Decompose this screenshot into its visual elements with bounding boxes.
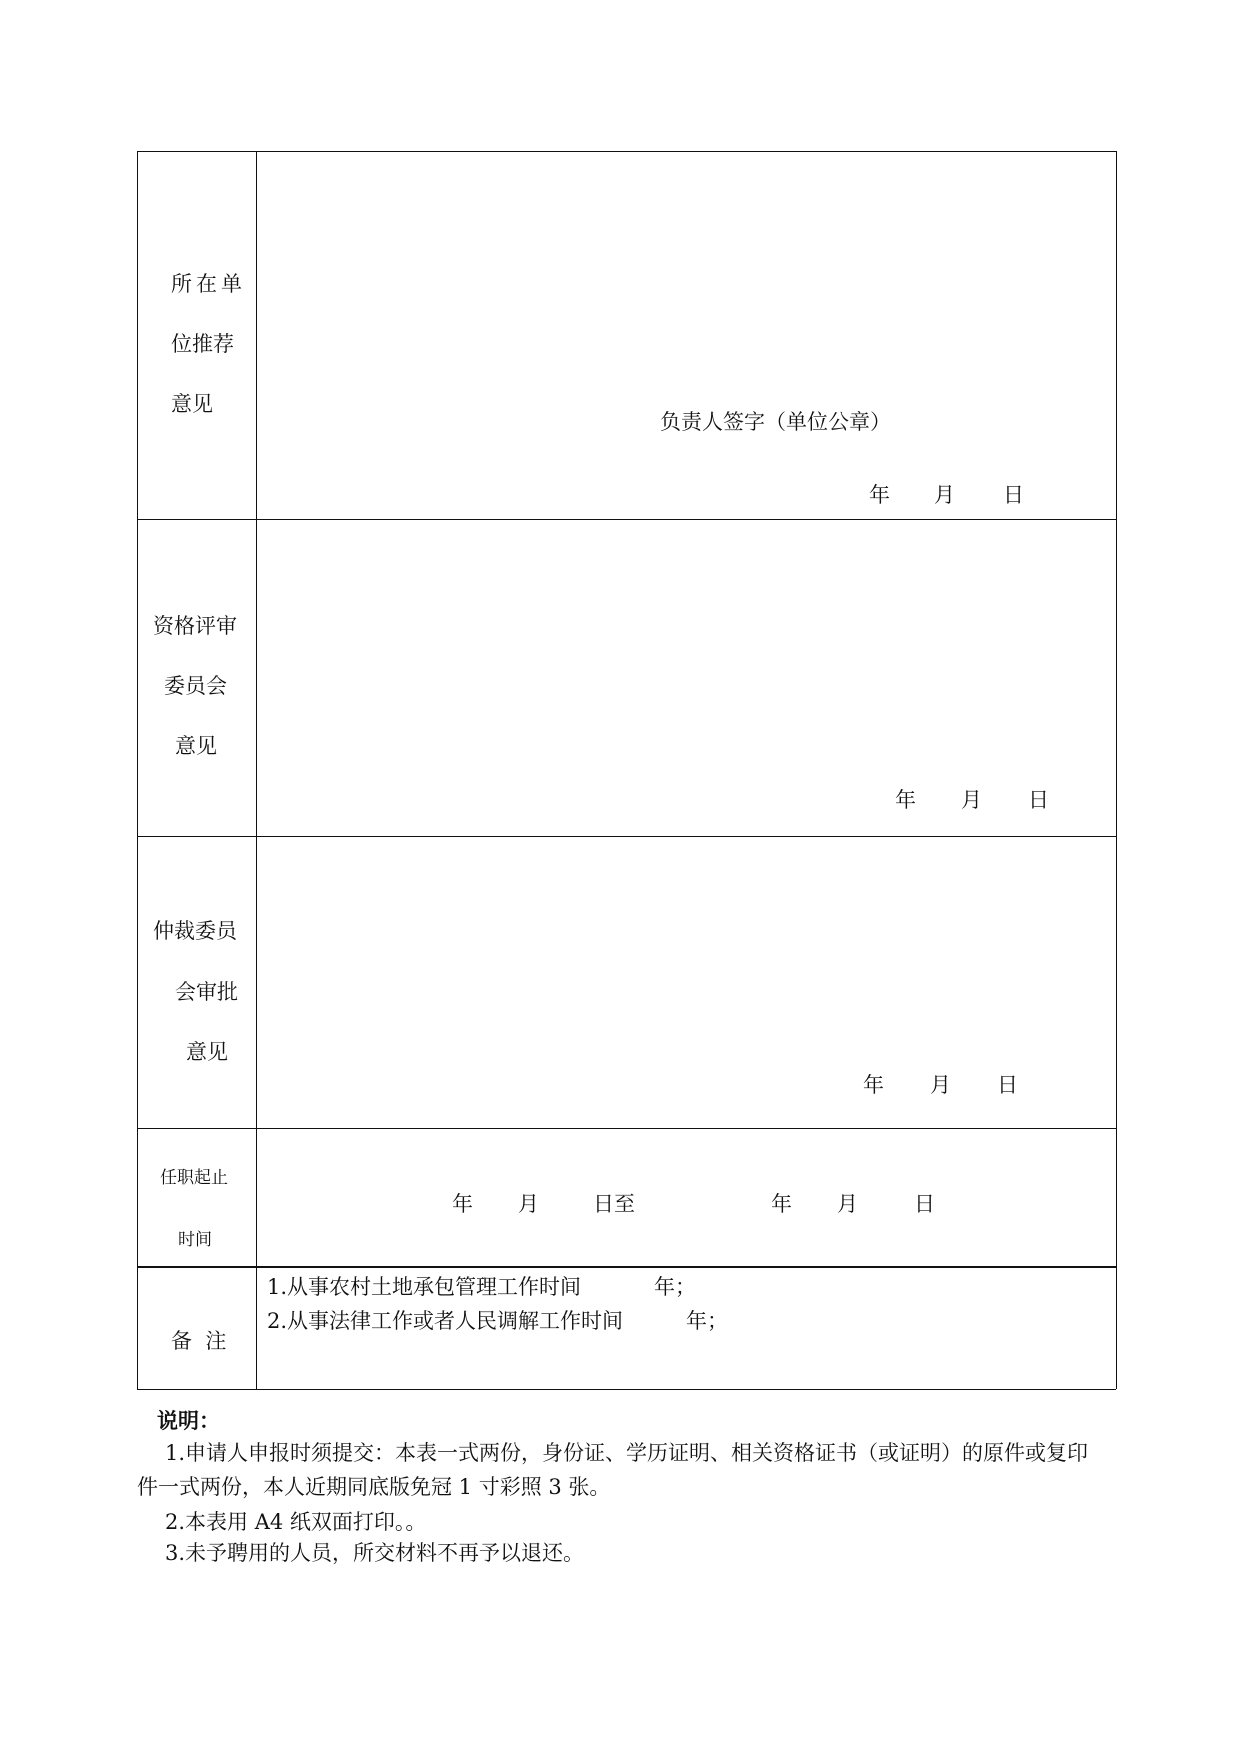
table-border	[137, 1389, 1116, 1390]
date-year: 年	[895, 788, 916, 812]
notes-title: 说明：	[157, 1408, 220, 1433]
row-divider	[137, 1128, 1116, 1129]
date-day: 日	[1003, 483, 1024, 507]
section-label: 意见	[186, 1040, 228, 1064]
remark-line: 1.从事农村土地承包管理工作时间	[267, 1275, 582, 1299]
table-border	[137, 151, 1116, 152]
remark-line: 2.从事法律工作或者人民调解工作时间	[267, 1309, 624, 1333]
section-label: 意见	[175, 734, 217, 758]
row-divider	[137, 519, 1116, 520]
start-year: 年	[452, 1192, 473, 1216]
date-month: 月	[930, 1073, 951, 1097]
date-month: 月	[934, 483, 955, 507]
term-label: 任职起止	[160, 1168, 228, 1188]
column-divider	[256, 151, 257, 1389]
end-month: 月	[837, 1192, 858, 1216]
note-line: 2.本表用 A4 纸双面打印。。	[165, 1510, 427, 1534]
section-label: 位推荐	[171, 332, 234, 356]
date-day: 日	[1028, 788, 1049, 812]
remark-suffix: 年；	[654, 1275, 696, 1299]
end-day: 日	[914, 1192, 935, 1216]
remarks-label: 备 注	[171, 1329, 227, 1353]
note-line: 1.申请人申报时须提交：本表一式两份，身份证、学历证明、相关资格证书（或证明）的原件或复印	[165, 1441, 1089, 1465]
table-border	[137, 151, 138, 1389]
row-divider	[137, 1266, 1116, 1268]
row-divider	[137, 836, 1116, 837]
section-label: 仲裁委员	[153, 919, 237, 943]
note-line: 件一式两份，本人近期同底版免冠 1 寸彩照 3 张。	[137, 1475, 611, 1499]
section-label: 所在单	[171, 272, 246, 296]
end-year: 年	[771, 1192, 792, 1216]
section-label: 资格评审	[153, 614, 237, 638]
section-label: 委员会	[164, 674, 227, 698]
section-label: 会审批	[175, 980, 238, 1004]
date-month: 月	[961, 788, 982, 812]
table-border	[1116, 151, 1117, 1389]
note-line: 3.未予聘用的人员，所交材料不再予以退还。	[165, 1541, 585, 1565]
date-year: 年	[863, 1073, 884, 1097]
signature-label: 负责人签字（单位公章）	[660, 410, 891, 434]
section-label: 意见	[171, 392, 213, 416]
start-day: 日至	[593, 1192, 635, 1216]
start-month: 月	[518, 1192, 539, 1216]
remark-suffix: 年；	[686, 1309, 728, 1333]
term-label: 时间	[178, 1230, 212, 1250]
date-year: 年	[869, 483, 890, 507]
date-day: 日	[997, 1073, 1018, 1097]
